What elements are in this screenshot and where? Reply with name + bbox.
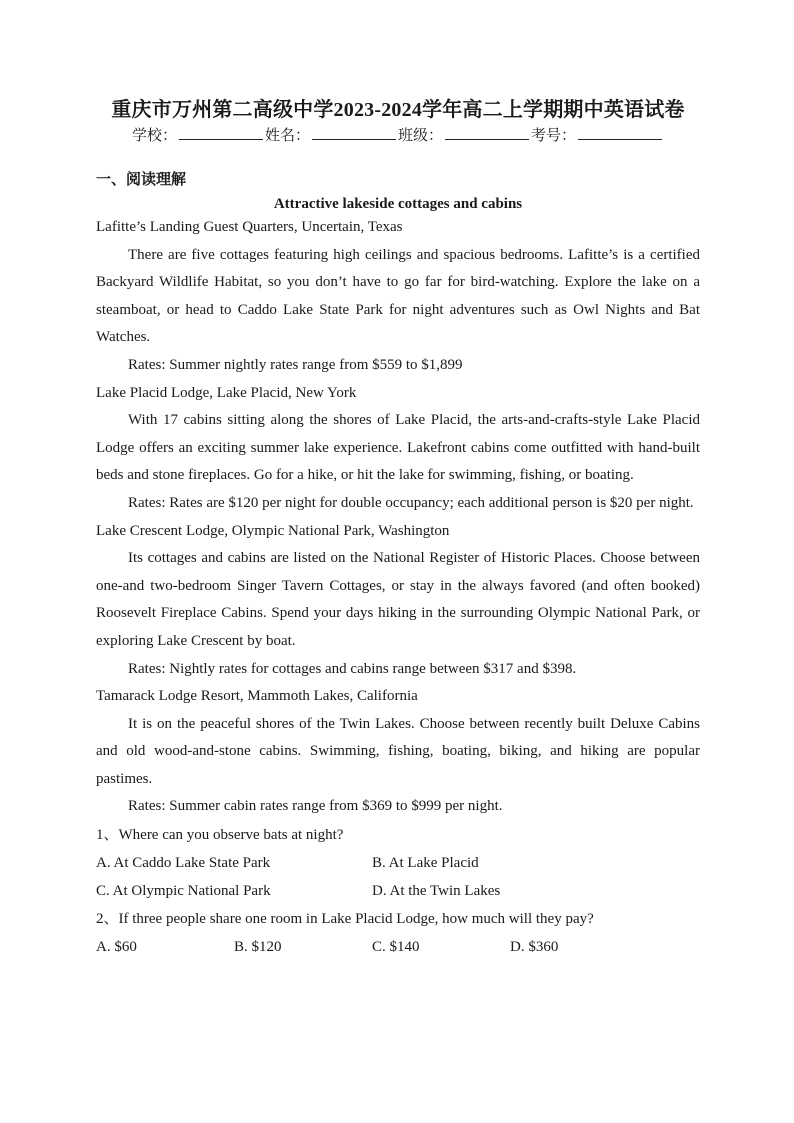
option-d[interactable]: D. At the Twin Lakes [372,883,501,900]
option-b[interactable]: B. At Lake Placid [372,855,479,872]
number-label: 考号： [531,128,577,144]
student-info-row [96,125,700,146]
entry-description: With 17 cabins sitting along the shores of Lake Placid, the arts-and-crafts-style Lake Placid Lodge offers an exciting summer lake experience. Lakefront cabins come outfitted with hand-built beds and stone fireplaces. Go for a hike, or hit the lake for swimming, fishing, or boating. [96,412,700,484]
question-stem: 2、If three people share one room in Lake Placid Lodge, how much will they pay? [96,911,594,928]
question-options-row [96,933,700,961]
class-label: 班级： [398,128,444,144]
entry-rates: Rates: Summer nightly rates range from $559 to $1,899 [128,356,463,373]
entry-name: Lake Placid Lodge, Lake Placid, New York [96,384,357,401]
passage-title: Attractive lakeside cottages and cabins [273,196,523,212]
option-a[interactable]: A. $60 [96,939,137,956]
entry-description: It is on the peaceful shores of the Twin Lakes. Choose between recently built Deluxe Cabins and old wood-and-stone cabins. Swimming, fishing, boating, biking, and hiking are popular pastimes. [96,715,700,787]
class-blank[interactable] [445,125,529,140]
entry-rates: Rates: Nightly rates for cottages and cabins range between $317 and $398. [128,660,577,677]
exam-page [96,96,700,961]
exam-title: 重庆市万州第二高级中学2023-2024学年高二上学期期中英语试卷 [111,99,685,121]
school-blank[interactable] [179,125,263,140]
name-label: 姓名： [264,128,310,144]
entry-name: Tamarack Lodge Resort, Mammoth Lakes, California [96,688,418,705]
number-blank[interactable] [578,125,662,140]
question-options-row [96,877,700,905]
question-options-row [96,849,700,877]
option-a[interactable]: A. At Caddo Lake State Park [96,855,271,872]
name-blank[interactable] [312,125,396,140]
entry-name: Lake Crescent Lodge, Olympic National Park, Washington [96,522,450,539]
section-heading: 一、阅读理解 [96,172,187,188]
entry-rates: Rates: Rates are $120 per night for double occupancy; each additional person is $20 per night. [128,494,694,511]
option-c[interactable]: C. At Olympic National Park [96,883,271,900]
entry-name: Lafitte’s Landing Guest Quarters, Uncertain, Texas [96,219,403,235]
option-c[interactable]: C. $140 [372,939,420,956]
question-stem: 1、Where can you observe bats at night? [96,827,344,844]
entry-description: There are five cottages featuring high ceilings and spacious bedrooms. Lafitte’s is a certified Backyard Wildlife Habitat, so you don’t have to go far for bird-watching. Explore the lake on a steamboat, or head to Caddo Lake State Park for night adventures such as Owl Nights and Bat Watches. [96,246,700,346]
entry-description: Its cottages and cabins are listed on the National Register of Historic Places. Choose between one-and two-bedroom Singer Tavern Cottages, or stay in the always favored (and often booked) Roosevelt Fireplace Cabins. Spend your days hiking in the surrounding Olympic National Park, or exploring Lake Crescent by boat. [96,550,700,649]
option-b[interactable]: B. $120 [234,939,282,956]
school-label: 学校： [131,128,177,144]
entry-rates: Rates: Summer cabin rates range from $369 to $999 per night. [128,798,503,815]
option-d[interactable]: D. $360 [510,939,559,956]
